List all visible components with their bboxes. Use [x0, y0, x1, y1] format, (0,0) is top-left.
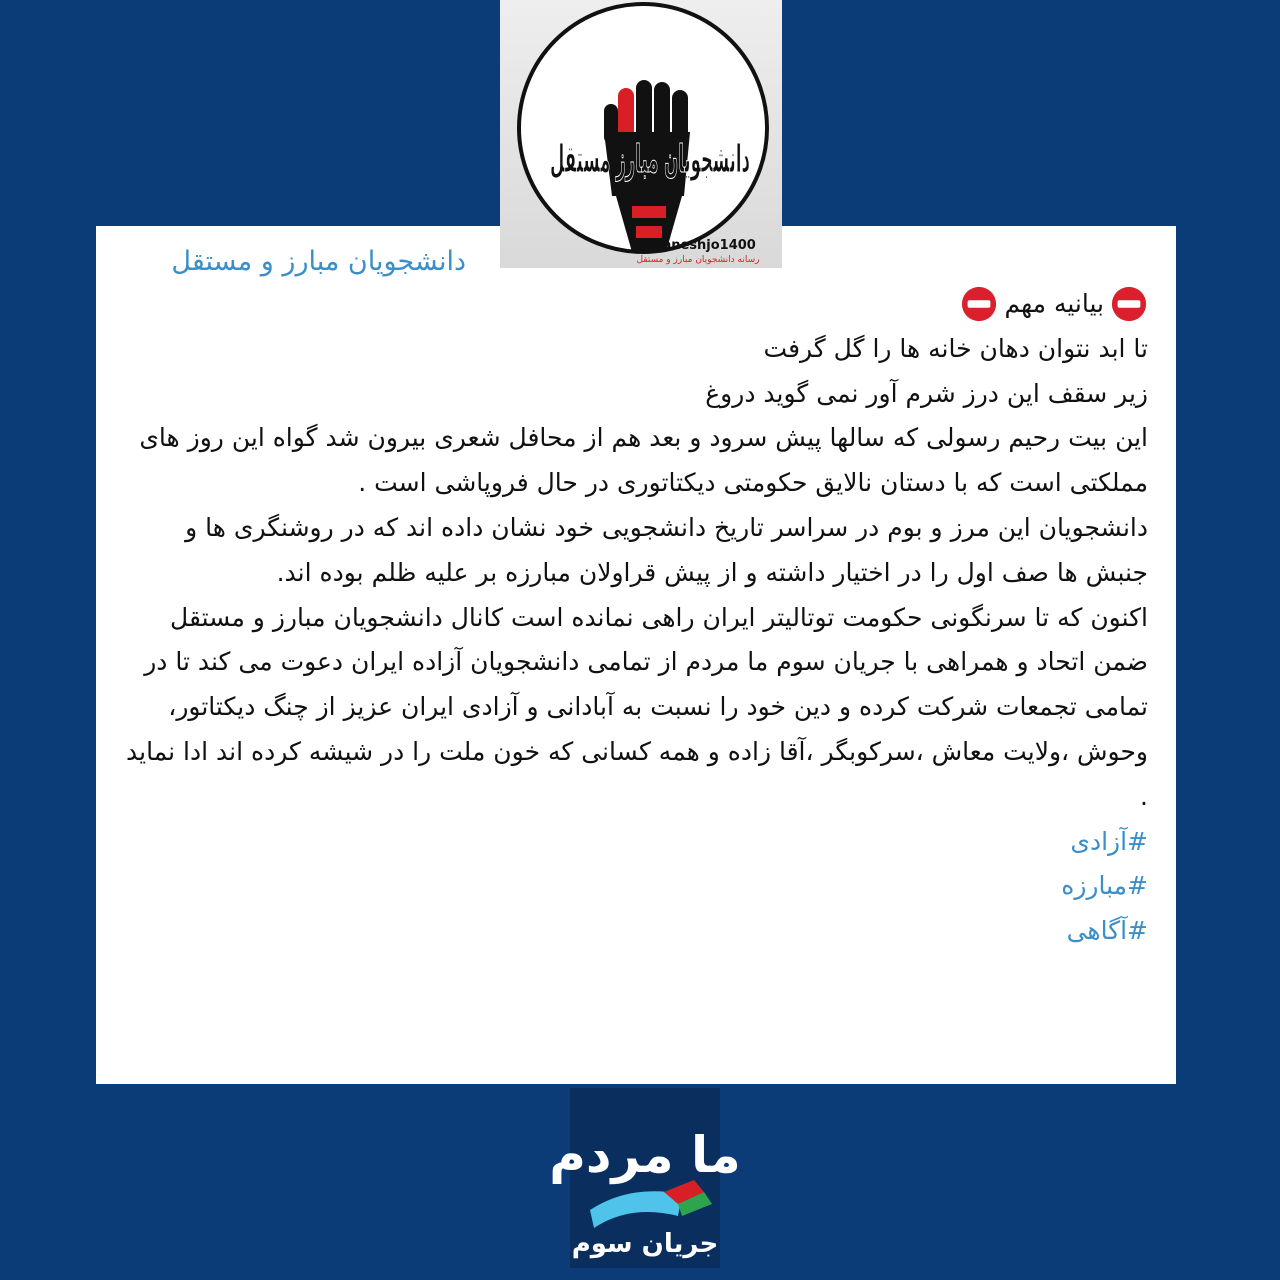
- hashtag-link[interactable]: #آزادی: [1070, 826, 1148, 856]
- no-entry-icon: [960, 285, 998, 323]
- post-paragraph: این بیت رحیم رسولی که سالها پیش سرود و بعد هم از محافل شعری بیرون شد گواه این روز های مملکتی است که با دستان نالایق حکومتی دیکتاتوری در حال فروپاشی است .: [139, 423, 1148, 498]
- post-paragraph: دانشجویان این مرز و بوم در سراسر تاریخ دانشجویی خود نشان داده اند که در روشنگری ها و جنبش ها صف اول را در اختیار داشته و از پیش قراولان مبارزه بر علیه ظلم بوده اند.: [185, 512, 1148, 587]
- logo-caption: رسانه دانشجویان مبارز و مستقل: [636, 255, 760, 265]
- headline-text: بیانیه مهم: [1004, 289, 1104, 318]
- channel-name[interactable]: دانشجویان مبارز و مستقل: [171, 246, 466, 277]
- no-entry-icon: [1110, 285, 1148, 323]
- channel-logo-graphic: [500, 0, 782, 268]
- hashtag-link[interactable]: #مبارزه: [1061, 871, 1148, 901]
- post-paragraph: اکنون که تا سرنگونی حکومت توتالیتر ایران راهی نمانده است کانال دانشجویان مبارز و مستقل ضمن اتحاد و همراهی با جریان سوم ما مردم از تمامی دانشجویان آزاده ایران دعوت می کند تا در تمامی تجمعات شرکت کرده و دین خود را نسبت به آبادانی و آزادی ایران عزیز از چنگ دیکتاتور، وحوش ،ولایت معاش ،سرکوبگر ،آقا زاده و همه کسانی که خون ملت را در شیشه کرده اند ادا نماید .: [126, 602, 1148, 811]
- post-card: [96, 226, 1176, 1084]
- bottom-logo-text: ما مردم: [549, 1126, 741, 1184]
- third-stream-logo: [549, 1088, 741, 1268]
- channel-logo: [500, 0, 782, 268]
- logo-handle: @daneshjo1400: [640, 238, 756, 253]
- logo-text: دانشجویان مبارز مستقل: [550, 137, 750, 181]
- bottom-logo-caption: جریان سوم: [571, 1229, 719, 1259]
- post-body: [124, 282, 1148, 954]
- third-stream-logo-graphic: [549, 1088, 741, 1268]
- post-paragraph: تا ابد نتوان دهان خانه ها را گل گرفت: [763, 333, 1148, 363]
- post-headline: [124, 282, 1148, 327]
- hashtag-link[interactable]: #آگاهی: [1066, 916, 1148, 946]
- post-paragraph: زیر سقف این درز شرم آور نمی گوید دروغ: [705, 378, 1148, 408]
